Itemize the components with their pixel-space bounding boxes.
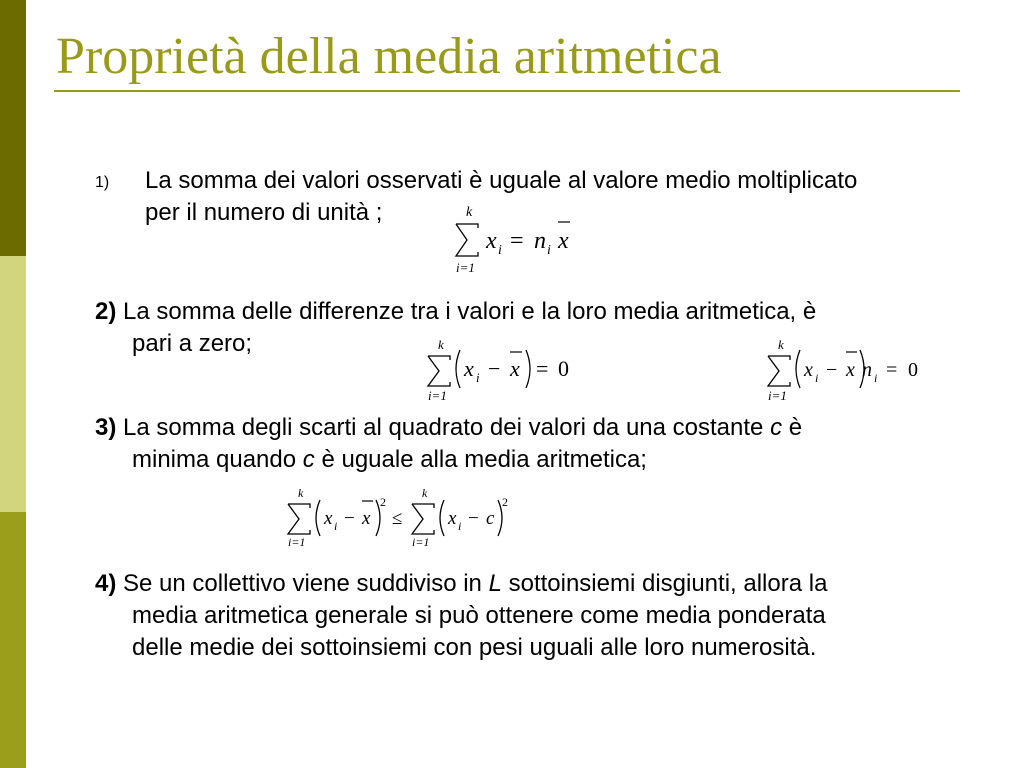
sub-i: i — [815, 371, 819, 385]
right-paren-icon — [526, 350, 530, 388]
item-text-line3: delle medie dei sottoinsiemi con pesi uguali alle loro numerosità. — [132, 634, 817, 661]
sidebar-band-top — [0, 0, 26, 256]
property-item-4 — [95, 568, 993, 664]
property-item-3 — [95, 412, 993, 476]
item-text: minima quando — [132, 446, 297, 473]
item-text: è uguale alla media aritmetica; — [321, 446, 647, 473]
formula-sum-deviations-zero — [422, 336, 582, 406]
zero-value: 0 — [908, 359, 918, 381]
left-paren-icon — [316, 500, 320, 536]
sigma-icon — [288, 504, 310, 534]
var-xbar: x — [558, 228, 569, 254]
sidebar-decoration — [0, 0, 26, 768]
var-xbar: x — [846, 359, 855, 381]
sub-i: i — [874, 371, 878, 385]
sum-upper-limit: k — [422, 486, 428, 500]
item-text-line2: media aritmetica generale si può ottenere come media ponderata — [132, 602, 826, 629]
var-c: c — [486, 508, 495, 529]
item-text-line1 — [95, 296, 993, 328]
item-text-line1 — [95, 568, 993, 600]
item-text: La somma delle differenze tra i valori e la loro media aritmetica, è — [123, 298, 817, 325]
sigma-icon — [428, 356, 450, 386]
var-l: L — [488, 570, 502, 597]
sigma-icon — [412, 504, 434, 534]
var-xbar: x — [362, 508, 371, 529]
item-text-line2: pari a zero; — [132, 330, 253, 357]
title-underline — [54, 90, 960, 92]
sum-lower-limit: i=1 — [428, 388, 447, 403]
item-number: 2) — [95, 298, 117, 325]
sum-upper-limit: k — [778, 337, 784, 352]
item-number: 3) — [95, 414, 117, 441]
minus-sign: − — [344, 508, 355, 529]
minus-sign: − — [468, 508, 479, 529]
item-text: Se un collettivo viene suddiviso in — [123, 570, 482, 597]
left-paren-icon — [796, 350, 800, 388]
slide-title: Proprietà della media aritmetica — [56, 28, 722, 85]
exponent-2: 2 — [502, 495, 508, 509]
item-text-line1 — [95, 412, 993, 444]
sidebar-band-bottom — [0, 512, 26, 768]
item-text: La somma degli scarti al quadrato dei valori da una costante — [123, 414, 764, 441]
exponent-2: 2 — [380, 495, 386, 509]
formula-minimum-squared-deviations — [284, 484, 524, 554]
sub-i: i — [498, 243, 502, 258]
sum-lower-limit: i=1 — [288, 535, 306, 549]
var-n: n — [534, 228, 546, 254]
equals-sign: = — [886, 359, 898, 381]
left-paren-icon — [456, 350, 460, 388]
var-c: c — [302, 446, 315, 473]
var-x: x — [464, 356, 474, 381]
equals-sign: = — [536, 356, 549, 381]
formula-weighted-deviations-zero — [764, 336, 934, 406]
formula-sum-equals-n-mean — [448, 202, 578, 278]
equals-sign: = — [510, 228, 524, 254]
var-x: x — [486, 228, 497, 254]
var-c: c — [770, 414, 783, 441]
sub-i: i — [476, 370, 480, 385]
item-number: 1) — [95, 174, 110, 191]
item-text: è — [788, 414, 803, 441]
sum-upper-limit: k — [438, 337, 444, 352]
var-x: x — [324, 508, 333, 529]
minus-sign: − — [488, 356, 501, 381]
sum-upper-limit: k — [298, 486, 304, 500]
sidebar-band-middle — [0, 256, 26, 512]
sum-upper-limit: k — [466, 205, 473, 220]
item-text-line2 — [95, 444, 993, 476]
var-n: n — [862, 359, 872, 381]
sigma-icon — [768, 356, 790, 386]
sigma-icon — [456, 224, 478, 256]
item-text: sottoinsiemi disgiunti, allora la — [508, 570, 828, 597]
sum-lower-limit: i=1 — [456, 260, 475, 275]
sub-i: i — [334, 519, 338, 533]
var-xbar: x — [510, 356, 520, 381]
sum-lower-limit: i=1 — [412, 535, 430, 549]
item-number: 4) — [95, 570, 117, 597]
sub-i: i — [458, 519, 462, 533]
zero-value: 0 — [558, 356, 569, 381]
item-text-line1: La somma dei valori osservati è uguale al valore medio moltiplicato — [145, 167, 858, 194]
item-text-line2: per il numero di unità ; — [145, 199, 383, 226]
sub-i: i — [547, 243, 551, 258]
left-paren-icon — [440, 500, 444, 536]
minus-sign: − — [826, 359, 838, 381]
leq-sign: ≤ — [392, 508, 403, 529]
var-x: x — [804, 359, 813, 381]
sum-lower-limit: i=1 — [768, 388, 787, 403]
var-x: x — [448, 508, 457, 529]
